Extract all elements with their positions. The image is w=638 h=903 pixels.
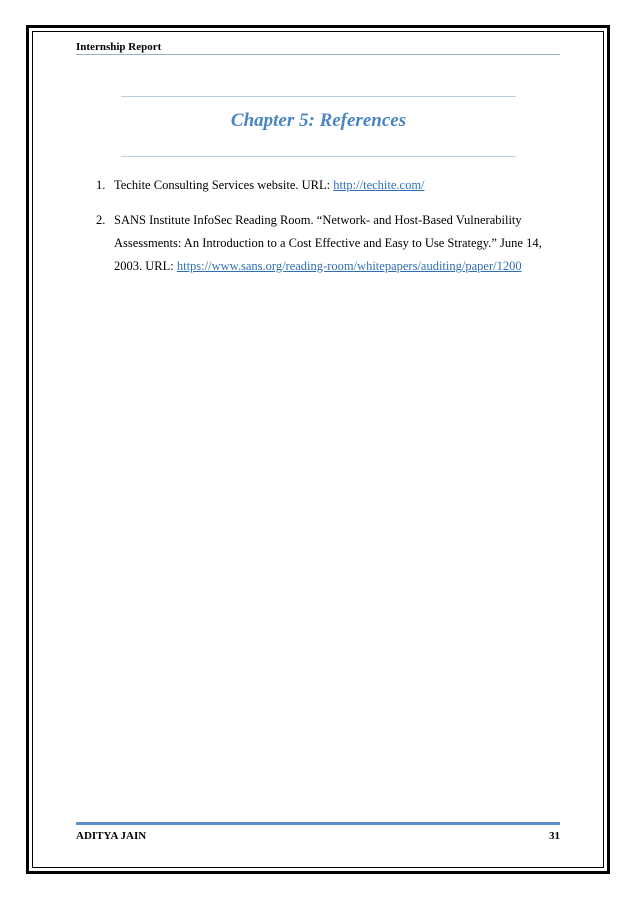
reference-item [76,174,546,197]
reference-link[interactable]: https://www.sans.org/reading-room/whitepapers/auditing/paper/1200 [176,259,522,273]
chapter-divider-bottom [121,156,516,157]
reference-number: 1. [96,178,106,192]
footer-divider [76,822,560,825]
reference-number: 2. [96,213,106,227]
page-number: 31 [549,830,560,842]
chapter-divider-top [121,96,516,97]
header-title: Internship Report [76,41,162,53]
reference-link[interactable]: http://techite.com/ [333,178,425,192]
reference-item [76,209,546,278]
reference-text: SANS Institute InfoSec Reading Room. “Network- and Host-Based Vulnerability Assessments: An Introduction to a Cost Effective and Easy to Use Strategy.” June 14, 2003. URL: [114,213,542,273]
footer-author: ADITYA JAIN [76,830,147,842]
reference-list [76,174,546,290]
chapter-title: Chapter 5: References [230,110,407,131]
reference-text: Techite Consulting Services website. URL: [114,178,334,192]
header-divider [76,54,560,55]
